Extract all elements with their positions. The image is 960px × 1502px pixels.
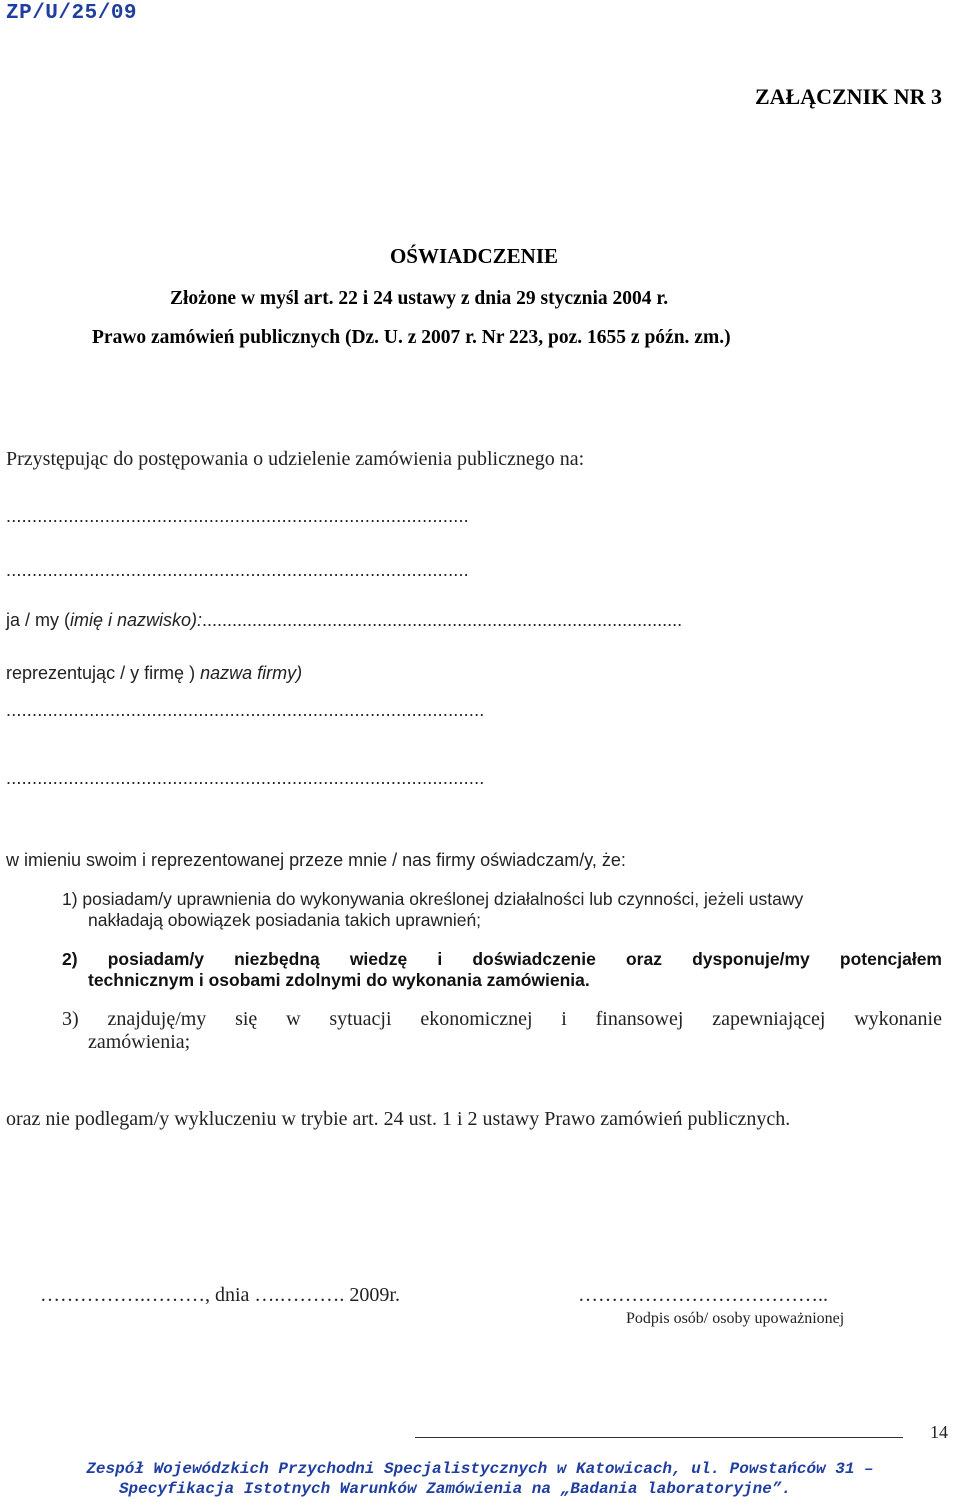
statement-item-3 bbox=[62, 1008, 942, 1054]
statement-item-1-line1: 1) posiadam/y uprawnienia do wykonywania określonej działalności lub czynności, jeżeli ustawy bbox=[62, 889, 804, 909]
statement-item-2-line2: technicznym i osobami zdolnymi do wykonania zamówienia. bbox=[88, 970, 590, 990]
company-blank-line-2: ............................................................................................ bbox=[6, 768, 485, 788]
declaration-subtitle-1: Złożone w myśl art. 22 i 24 ustawy z dnia 29 stycznia 2004 r. bbox=[170, 288, 669, 309]
name-label-italic: imię i nazwisko): bbox=[70, 610, 203, 630]
statement-item-2 bbox=[62, 949, 942, 991]
statement-item-1-line2: nakładają obowiązek posiadania takich uprawnień; bbox=[88, 910, 482, 930]
statement-item-3-line2: zamówienia; bbox=[88, 1031, 191, 1053]
name-label: ja / my ( bbox=[6, 610, 71, 630]
document-reference: ZP/U/25/09 bbox=[6, 2, 138, 25]
footer-line-2: Specyfikacja Istotnych Warunków Zamówienia na „Badania laboratoryjne”. bbox=[118, 1480, 792, 1498]
attachment-number: ZAŁĄCZNIK NR 3 bbox=[754, 84, 942, 109]
signature-line: ……………………………….. bbox=[578, 1284, 828, 1306]
company-blank-line-1: ............................................................................................ bbox=[6, 700, 485, 720]
name-field bbox=[6, 610, 682, 631]
page-number: 14 bbox=[930, 1422, 948, 1442]
company-field bbox=[6, 663, 302, 684]
company-label: reprezentując / y firmę ) bbox=[6, 663, 201, 683]
statement-closing: oraz nie podlegam/y wykluczeniu w trybie art. 24 ust. 1 i 2 ustawy Prawo zamówień publicznych. bbox=[6, 1108, 791, 1130]
name-dots: ................................................................................................ bbox=[202, 610, 683, 630]
company-label-italic: nazwa firmy) bbox=[200, 663, 303, 683]
statement-item-3-line1: 3) znajduję/my się w sytuacji ekonomicznej i finansowej zapewniającej wykonanie bbox=[62, 1008, 942, 1030]
footer-divider bbox=[415, 1437, 903, 1438]
declaration-title: OŚWIADCZENIE bbox=[389, 244, 559, 268]
signature-label: Podpis osób/ osoby upoważnionej bbox=[626, 1310, 845, 1327]
place-date-line: …………….………, dnia ….………. 2009r. bbox=[40, 1284, 400, 1306]
procurement-blank-line-1: ......................................................................................... bbox=[6, 506, 469, 526]
declaration-subtitle-2: Prawo zamówień publicznych (Dz. U. z 2007 r. Nr 223, poz. 1655 z późn. zm.) bbox=[92, 327, 731, 348]
statement-item-1 bbox=[62, 889, 942, 931]
procurement-intro: Przystępując do postępowania o udzielenie zamówienia publicznego na: bbox=[6, 448, 585, 470]
procurement-blank-line-2: ......................................................................................... bbox=[6, 560, 469, 580]
statement-lead: w imieniu swoim i reprezentowanej przeze mnie / nas firmy oświadczam/y, że: bbox=[6, 850, 626, 870]
statement-item-2-line1: 2) posiadam/y niezbędną wiedzę i doświadczenie oraz dysponuje/my potencjałem bbox=[62, 949, 942, 969]
footer-line-1: Zespół Wojewódzkich Przychodni Specjalistycznych w Katowicach, ul. Powstańców 31 – bbox=[86, 1460, 874, 1478]
